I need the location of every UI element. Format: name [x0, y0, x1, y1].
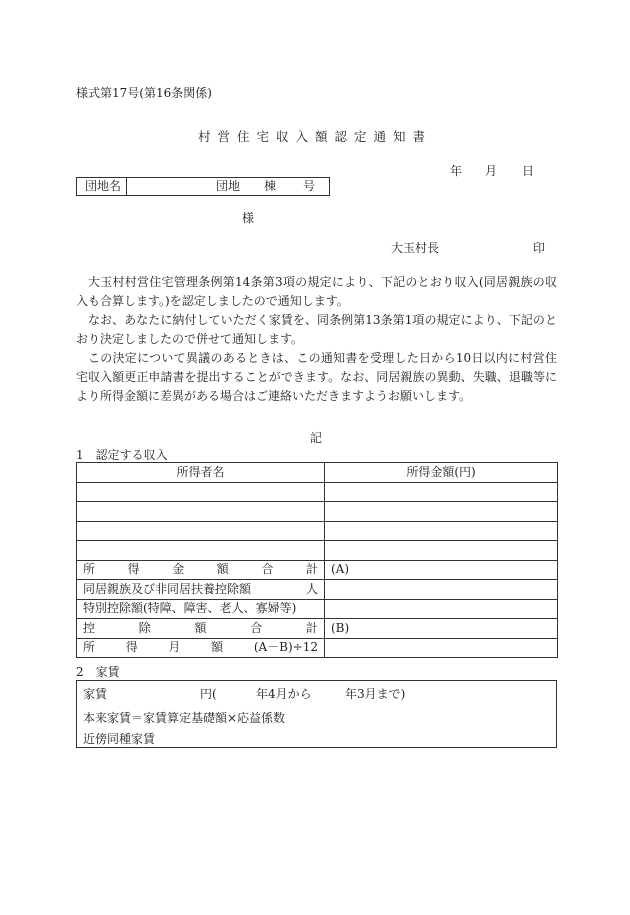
section2-heading: 2 家賃 — [76, 665, 120, 679]
table-header-row — [77, 463, 558, 483]
date-day: 日 — [522, 164, 535, 178]
date-year: 年 — [450, 164, 463, 178]
summary-label — [77, 580, 325, 600]
summary-label: 特別控除額(特障、障害、老人、寡婦等) — [77, 599, 325, 619]
earner-name-cell — [77, 482, 325, 502]
base-rent: 本来家賃＝家賃算定基礎額×応益係数 — [83, 711, 286, 725]
form-number: 様式第17号(第16条関係) — [76, 86, 212, 100]
summary-value: (B) — [325, 619, 558, 639]
summary-value — [325, 599, 558, 619]
rent-label: 家賃 — [83, 687, 108, 701]
summary-label-text: 同居親族及び非同居扶養控除額 — [83, 581, 252, 596]
body-paragraph-1: 大玉村村営住宅管理条例第14条第3項の規定により、下記のとおり収入(同居親族の収入も合算します。)を認定しましたので通知します。 — [76, 275, 557, 308]
income-amount-cell — [325, 541, 558, 561]
danchi-text: 団地 — [216, 179, 241, 193]
summary-row — [77, 619, 558, 639]
ki-heading: 記 — [310, 431, 323, 445]
seal-mark: 印 — [533, 241, 546, 255]
document-title: 村営住宅収入額認定通知書 — [197, 129, 432, 144]
summary-row — [77, 638, 558, 658]
summary-label: 所得金額合計 — [77, 560, 325, 580]
income-table-body — [77, 463, 558, 658]
table-row — [77, 502, 558, 522]
income-table — [76, 462, 558, 658]
rent-until: 年3月まで) — [345, 687, 406, 701]
rent-yen: 円( — [200, 687, 217, 701]
earner-name-cell — [77, 541, 325, 561]
body-text — [76, 273, 557, 406]
summary-row — [77, 560, 558, 580]
income-amount-cell — [325, 521, 558, 541]
summary-row — [77, 580, 558, 600]
danchi-box — [76, 177, 330, 196]
body-paragraph-2: なお、あなたに納付していただく家賃を、同条例第13条第1項の規定により、下記のとおり決定しましたので併せて通知します。 — [76, 313, 557, 346]
nearby-rent: 近傍同種家賃 — [83, 732, 156, 746]
table-row — [77, 482, 558, 502]
table-row — [77, 541, 558, 561]
earner-name-cell — [77, 502, 325, 522]
income-amount-cell — [325, 502, 558, 522]
summary-row — [77, 599, 558, 619]
summary-value — [325, 580, 558, 600]
summary-label-suffix: 人 — [305, 581, 318, 596]
danchi-label: 団地名 — [77, 178, 127, 195]
summary-value: (A) — [325, 560, 558, 580]
go-text: 号 — [303, 179, 316, 193]
honorific: 様 — [242, 211, 255, 225]
summary-label: 控除額合計 — [77, 619, 325, 639]
to-text: 棟 — [264, 179, 277, 193]
table-row — [77, 521, 558, 541]
section1-heading: 1 認定する収入 — [76, 448, 168, 462]
income-amount-cell — [325, 482, 558, 502]
body-paragraph-3: この決定について異議のあるときは、この通知書を受理した日から10日以内に村営住宅収入額更正申請書を提出することができます。なお、同居親族の異動、失職、退職等により所得金額に差異がある場合はご連絡いただきますようお願いします。 — [76, 351, 557, 403]
earner-name-cell — [77, 521, 325, 541]
rent-box — [76, 680, 557, 748]
summary-value — [325, 638, 558, 658]
header-earner-name: 所得者名 — [77, 463, 325, 483]
rent-from: 年4月から — [256, 687, 312, 701]
date-month: 月 — [485, 164, 498, 178]
header-income-amount: 所得金額(円) — [325, 463, 558, 483]
summary-label: 所得月額(A－B)÷12 — [77, 638, 325, 658]
issuer-name: 大玉村長 — [391, 241, 440, 255]
